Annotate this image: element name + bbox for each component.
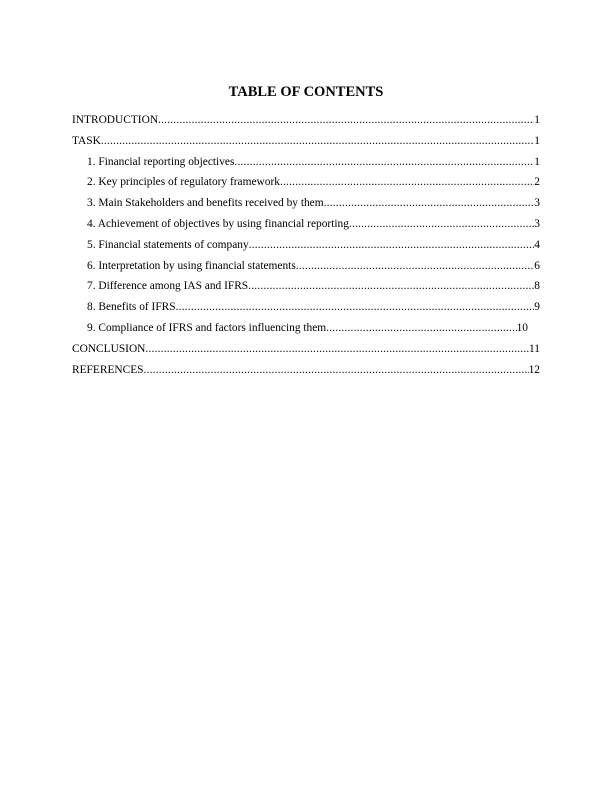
toc-entry-label: 7. Difference among IAS and IFRS (87, 280, 249, 293)
toc-entry-label: 8. Benefits of IFRS (87, 301, 176, 314)
toc-entry-ias-ifrs-difference[interactable] (72, 279, 540, 300)
toc-entry-regulatory-framework[interactable] (72, 175, 540, 196)
toc-entry-page: 1 (534, 114, 540, 126)
toc-entry-introduction[interactable] (72, 113, 540, 134)
toc-entry-label: 5. Financial statements of company (87, 238, 249, 251)
toc-leader-dots (326, 321, 516, 335)
toc-entry-page: 4 (534, 238, 540, 251)
toc-entry-ifrs-benefits[interactable] (72, 300, 540, 321)
toc-entry-label: 6. Interpretation by using financial statements (87, 259, 296, 272)
toc-entry-references[interactable] (72, 363, 540, 384)
toc-entry-interpretation[interactable] (72, 259, 540, 280)
toc-entry-page: 6 (534, 259, 540, 272)
toc-entry-page: 10 (516, 321, 528, 334)
toc-entry-label: 2. Key principles of regulatory framework (87, 176, 280, 189)
toc-leader-dots (234, 155, 534, 169)
toc-leader-dots (249, 238, 535, 252)
toc-leader-dots (324, 196, 535, 210)
toc-entry-financial-reporting-objectives[interactable] (72, 155, 540, 176)
toc-entry-page: 12 (528, 363, 540, 376)
toc-leader-dots (248, 279, 534, 293)
toc-entry-page: 11 (529, 342, 540, 355)
toc-entry-label: REFERENCES (72, 363, 144, 376)
toc-leader-dots (144, 363, 529, 377)
toc-entry-ifrs-compliance[interactable] (72, 321, 528, 342)
toc-entry-label: 3. Main Stakeholders and benefits received by them (87, 197, 324, 210)
toc-title: TABLE OF CONTENTS (228, 84, 384, 100)
toc-entry-label: 9. Compliance of IFRS and factors influencing them (87, 321, 327, 334)
toc-entry-page: 3 (534, 197, 540, 210)
toc-entry-label: CONCLUSION (72, 342, 146, 355)
toc-leader-dots (296, 259, 535, 273)
toc-leader-dots (280, 175, 534, 189)
toc-entry-conclusion[interactable] (72, 342, 540, 363)
toc-leader-dots (176, 300, 535, 314)
toc-entry-label: INTRODUCTION (72, 114, 159, 126)
toc-entry-page: 1 (534, 155, 540, 168)
toc-entry-page: 3 (534, 217, 540, 230)
toc-leader-dots (145, 342, 529, 356)
toc-leader-dots (101, 134, 534, 148)
toc-entry-label: 1. Financial reporting objectives (87, 155, 235, 168)
toc-entry-stakeholders[interactable] (72, 196, 540, 217)
toc-list (72, 113, 540, 383)
toc-leader-dots (158, 113, 534, 127)
toc-entry-financial-statements[interactable] (72, 238, 540, 259)
toc-entry-achievement-objectives[interactable] (72, 217, 540, 238)
toc-leader-dots (349, 217, 534, 231)
toc-entry-label: TASK (72, 134, 101, 147)
toc-entry-page: 2 (534, 176, 540, 189)
toc-entry-task[interactable] (72, 134, 540, 155)
toc-entry-page: 1 (534, 134, 540, 147)
toc-entry-page: 9 (534, 301, 540, 314)
toc-entry-page: 8 (534, 280, 540, 293)
toc-entry-label: 4. Achievement of objectives by using financial reporting (87, 217, 349, 230)
